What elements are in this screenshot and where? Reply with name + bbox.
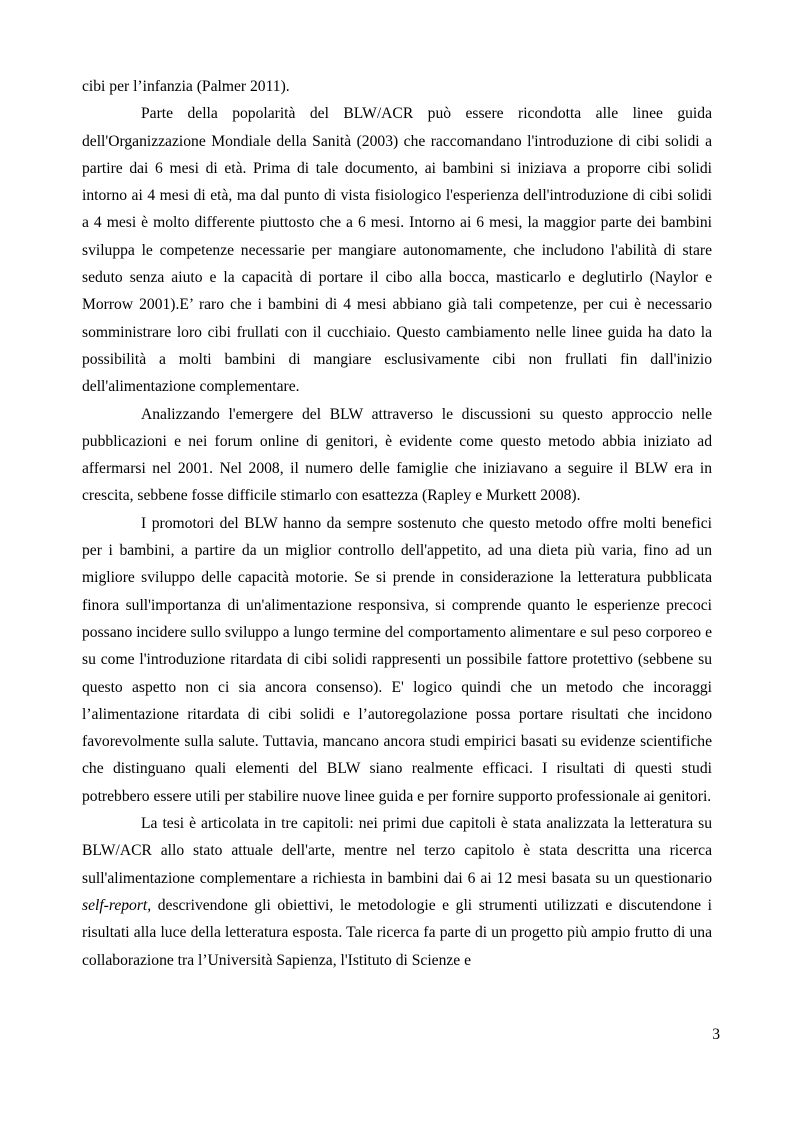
paragraph-continuation: cibi per l’infanzia (Palmer 2011). xyxy=(82,78,290,95)
thesis-text-after: descrivendone gli obiettivi, le metodologie e gli strumenti utilizzati e discutendone i risultati alla luce della letteratura esposta. Tale ricerca fa parte di un progetto più ampio frutto di una collaborazione tra l’Università Sapienza, l'Istituto di Scienze e xyxy=(82,896,712,969)
paragraph-who-guidelines: Parte della popolarità del BLW/ACR può essere ricondotta alle linee guida dell'Organizzazione Mondiale della Sanità (2003) che raccomandano l'introduzione di cibi solidi a partire dai 6 mesi di età. Prima di tale documento, ai bambini si iniziava a proporre cibi solidi intorno ai 4 mesi di età, ma dal punto di vista fisiologico l'esperienza dell'introduzione di cibi solidi a 4 mesi è molto differente piuttosto che a 6 mesi. Intorno ai 6 mesi, la maggior parte dei bambini sviluppa le competenze necessarie per mangiare autonomamente, che includono l'abilità di stare seduto senza aiuto e la capacità di portare il cibo alla bocca, masticarlo e deglutirlo (Naylor e Morrow 2001).E’ raro che i bambini di 4 mesi abbiano già tali competenze, per cui è necessario somministrare loro cibi frullati con il cucchiaio. Questo cambiamento nelle linee guida ha dato la possibilità a molti bambini di mangiare esclusivamente cibi non frullati fin dall'inizio dell'alimentazione complementare. xyxy=(82,105,712,396)
paragraph-blw-benefits: I promotori del BLW hanno da sempre sostenuto che questo metodo offre molti benefici per i bambini, a partire da un miglior controllo dell'appetito, ad una dieta più varia, fino ad un migliore sviluppo delle capacità motorie. Se si prende in considerazione la letteratura pubblicata finora sull'importanza di un'alimentazione responsiva, si comprende quanto le esperienze precoci possano incidere sullo sviluppo a lungo termine del comportamento alimentare e sul peso corporeo e su come l'introduzione ritardata di cibi solidi rappresenti un possibile fattore protettivo (sebbene su questo aspetto non ci sia ancora consenso). E' logico quindi che un metodo che incoraggi l’alimentazione ritardata di cibi solidi e l’autoregolazione possa portare risultati che incidono favorevolmente sulla salute. Tuttavia, mancano ancora studi empirici basati su evidenze scientifiche che distinguano quali elementi del BLW siano realmente efficaci. I risultati di questi studi potrebbero essere utili per stabilire nuove linee guida e per fornire supporto professionale ai genitori. xyxy=(82,514,712,805)
page-number: 3 xyxy=(712,1026,720,1043)
thesis-text-italic: self-report, xyxy=(82,896,152,914)
paragraph-thesis-structure xyxy=(82,810,712,974)
thesis-text-before: La tesi è articolata in tre capitoli: nei primi due capitoli è stata analizzata la letteratura su BLW/ACR allo stato attuale dell'arte, mentre nel terzo capitolo è stata descritta una ricerca sull'alimentazione complementare a richiesta in bambini dai 6 ai 12 mesi basata su un questionario xyxy=(82,815,712,887)
document-body xyxy=(82,73,712,974)
paragraph-blw-emergence: Analizzando l'emergere del BLW attraverso le discussioni su questo approccio nelle pubblicazioni e nei forum online di genitori, è evidente come questo metodo abbia iniziato ad affermarsi nel 2001. Nel 2008, il numero delle famiglie che iniziavano a seguire il BLW era in crescita, sebbene fosse difficile stimarlo con esattezza (Rapley e Murkett 2008). xyxy=(82,405,712,505)
